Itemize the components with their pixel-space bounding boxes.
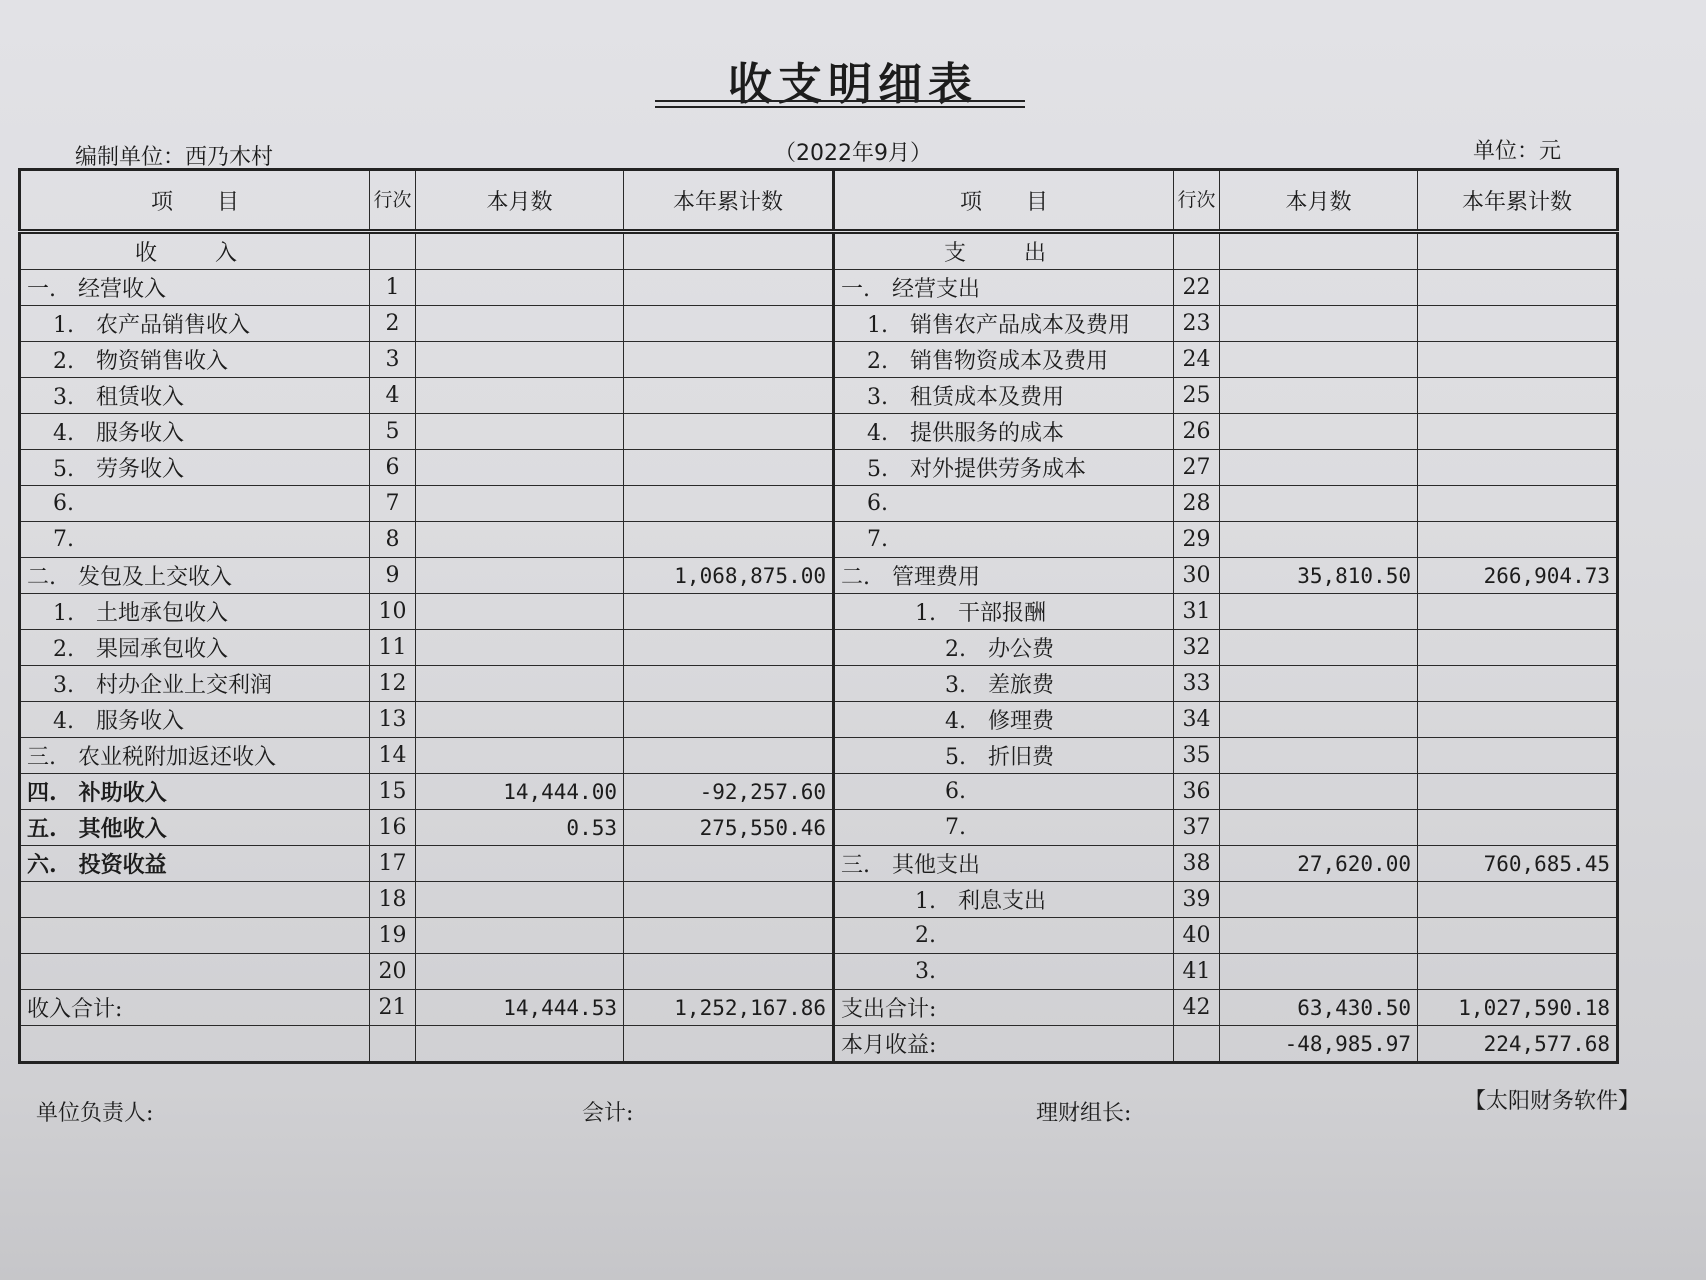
expense-month-cell: [1220, 666, 1418, 702]
income-month-cell: [416, 414, 624, 450]
table-row: [20, 738, 1618, 774]
income-item-cell: 4. 服务收入: [20, 414, 370, 450]
expense-month-cell: [1220, 414, 1418, 450]
expense-item-cell: 6.: [834, 774, 1174, 810]
income-ytd-cell: [624, 342, 834, 378]
income-row-no-cell: 5: [370, 414, 416, 450]
expense-item-cell: 4. 提供服务的成本: [834, 414, 1174, 450]
income-row-no-cell: 16: [370, 810, 416, 846]
income-ytd-cell: [624, 666, 834, 702]
income-month-cell: [416, 846, 624, 882]
table-row: [20, 990, 1618, 1026]
expense-row-no-cell: 32: [1174, 630, 1220, 666]
income-month-cell: [416, 270, 624, 306]
software-name: 【太阳财务软件】: [1463, 1089, 1640, 1114]
income-row-no-cell: 7: [370, 486, 416, 522]
expense-row-no-cell: 36: [1174, 774, 1220, 810]
finance-leader-signature-label: 理财组长:: [1036, 1101, 1132, 1126]
unit-head-signature-label: 单位负责人:: [36, 1101, 154, 1126]
table-row: [20, 954, 1618, 990]
income-month-cell: [416, 306, 624, 342]
income-item-cell: 三. 农业税附加返还收入: [20, 738, 370, 774]
expense-item-cell: 7.: [834, 522, 1174, 558]
table-row: [20, 522, 1618, 558]
income-item-cell: 1. 土地承包收入: [20, 594, 370, 630]
income-ytd-cell: [624, 450, 834, 486]
income-month-cell: [416, 342, 624, 378]
expense-month-cell: 27,620.00: [1220, 846, 1418, 882]
table-row: [20, 918, 1618, 954]
col-header-row-no: 行次: [1174, 170, 1220, 232]
table-header-row: [20, 170, 1618, 232]
expense-item-cell: 一. 经营支出: [834, 270, 1174, 306]
income-row-no-cell: 14: [370, 738, 416, 774]
expense-ytd-cell: [1418, 810, 1618, 846]
income-month-cell: [416, 702, 624, 738]
income-row-no-cell: 17: [370, 846, 416, 882]
income-row-no-cell: 19: [370, 918, 416, 954]
income-item-cell: [20, 1026, 370, 1063]
compiling-unit: 编制单位：西乃木村: [75, 145, 274, 170]
expense-row-no-cell: 25: [1174, 378, 1220, 414]
col-header-month: 本月数: [416, 170, 624, 232]
expense-ytd-cell: [1418, 594, 1618, 630]
expense-ytd-cell: 224,577.68: [1418, 1026, 1618, 1063]
income-ytd-cell: [624, 414, 834, 450]
expense-row-no-cell: 24: [1174, 342, 1220, 378]
income-ytd-cell: [624, 270, 834, 306]
expense-ytd-cell: [1418, 232, 1618, 270]
income-ytd-cell: [624, 738, 834, 774]
income-month-cell: [416, 486, 624, 522]
expense-row-no-cell: 39: [1174, 882, 1220, 918]
income-item-cell: 6.: [20, 486, 370, 522]
expense-ytd-cell: [1418, 630, 1618, 666]
income-ytd-cell: [624, 846, 834, 882]
income-ytd-cell: [624, 522, 834, 558]
expense-item-cell: 2. 销售物资成本及费用: [834, 342, 1174, 378]
income-month-cell: [416, 522, 624, 558]
income-row-no-cell: 3: [370, 342, 416, 378]
expense-row-no-cell: 22: [1174, 270, 1220, 306]
expense-item-cell: 本月收益:: [834, 1026, 1174, 1063]
expense-row-no-cell: 31: [1174, 594, 1220, 630]
expense-ytd-cell: [1418, 486, 1618, 522]
expense-ytd-cell: [1418, 378, 1618, 414]
income-month-cell: 14,444.00: [416, 774, 624, 810]
col-header-month: 本月数: [1220, 170, 1418, 232]
expense-month-cell: [1220, 270, 1418, 306]
income-item-cell: 一. 经营收入: [20, 270, 370, 306]
income-item-cell: 收入合计:: [20, 990, 370, 1026]
expense-item-cell: 5. 折旧费: [834, 738, 1174, 774]
expense-row-no-cell: 42: [1174, 990, 1220, 1026]
income-ytd-cell: -92,257.60: [624, 774, 834, 810]
income-month-cell: [416, 630, 624, 666]
col-header-item: 项 目: [834, 170, 1174, 232]
expense-item-cell: 1. 利息支出: [834, 882, 1174, 918]
currency-unit: 单位：元: [1472, 139, 1561, 164]
income-row-no-cell: 2: [370, 306, 416, 342]
income-row-no-cell: 20: [370, 954, 416, 990]
income-month-cell: [416, 882, 624, 918]
income-row-no-cell: 21: [370, 990, 416, 1026]
col-header-ytd: 本年累计数: [1418, 170, 1618, 232]
expense-item-cell: 二. 管理费用: [834, 558, 1174, 594]
income-item-cell: 5. 劳务收入: [20, 450, 370, 486]
expense-ytd-cell: [1418, 702, 1618, 738]
expense-month-cell: [1220, 810, 1418, 846]
expense-month-cell: [1220, 486, 1418, 522]
expense-ytd-cell: [1418, 918, 1618, 954]
income-row-no-cell: 13: [370, 702, 416, 738]
expense-month-cell: [1220, 522, 1418, 558]
expense-item-cell: 3. 差旅费: [834, 666, 1174, 702]
income-ytd-cell: [624, 702, 834, 738]
income-month-cell: [416, 594, 624, 630]
expense-month-cell: [1220, 232, 1418, 270]
income-month-cell: [416, 666, 624, 702]
expense-ytd-cell: [1418, 450, 1618, 486]
income-ytd-cell: 1,252,167.86: [624, 990, 834, 1026]
table-row: [20, 702, 1618, 738]
income-item-cell: [20, 954, 370, 990]
income-item-cell: 收 入: [20, 232, 370, 270]
expense-item-cell: 2.: [834, 918, 1174, 954]
table-row: [20, 414, 1618, 450]
expense-item-cell: 3.: [834, 954, 1174, 990]
expense-ytd-cell: [1418, 522, 1618, 558]
expense-month-cell: [1220, 378, 1418, 414]
income-item-cell: 2. 果园承包收入: [20, 630, 370, 666]
income-month-cell: [416, 918, 624, 954]
income-item-cell: 4. 服务收入: [20, 702, 370, 738]
income-month-cell: [416, 450, 624, 486]
table-row: [20, 270, 1618, 306]
col-header-row-no: 行次: [370, 170, 416, 232]
expense-month-cell: [1220, 342, 1418, 378]
expense-item-cell: 三. 其他支出: [834, 846, 1174, 882]
income-month-cell: [416, 1026, 624, 1063]
expense-row-no-cell: 23: [1174, 306, 1220, 342]
income-row-no-cell: [370, 232, 416, 270]
income-month-cell: 14,444.53: [416, 990, 624, 1026]
expense-ytd-cell: [1418, 666, 1618, 702]
expense-ytd-cell: [1418, 882, 1618, 918]
income-row-no-cell: 18: [370, 882, 416, 918]
income-row-no-cell: 10: [370, 594, 416, 630]
income-item-cell: 1. 农产品销售收入: [20, 306, 370, 342]
table-row: [20, 342, 1618, 378]
accountant-signature-label: 会计:: [582, 1101, 634, 1126]
expense-month-cell: [1220, 306, 1418, 342]
expense-ytd-cell: [1418, 738, 1618, 774]
income-row-no-cell: 4: [370, 378, 416, 414]
expense-month-cell: [1220, 918, 1418, 954]
expense-item-cell: 支 出: [834, 232, 1174, 270]
table-row: [20, 630, 1618, 666]
expense-item-cell: 4. 修理费: [834, 702, 1174, 738]
expense-row-no-cell: 41: [1174, 954, 1220, 990]
table-row: [20, 486, 1618, 522]
expense-ytd-cell: [1418, 414, 1618, 450]
income-month-cell: [416, 954, 624, 990]
income-row-no-cell: 1: [370, 270, 416, 306]
expense-month-cell: [1220, 882, 1418, 918]
expense-row-no-cell: [1174, 232, 1220, 270]
income-row-no-cell: 6: [370, 450, 416, 486]
expense-ytd-cell: [1418, 342, 1618, 378]
expense-row-no-cell: 35: [1174, 738, 1220, 774]
income-month-cell: 0.53: [416, 810, 624, 846]
expense-row-no-cell: 37: [1174, 810, 1220, 846]
income-row-no-cell: 15: [370, 774, 416, 810]
table-row: [20, 378, 1618, 414]
income-item-cell: [20, 882, 370, 918]
expense-ytd-cell: [1418, 306, 1618, 342]
expense-ytd-cell: [1418, 954, 1618, 990]
income-item-cell: 3. 村办企业上交利润: [20, 666, 370, 702]
table-row: [20, 846, 1618, 882]
expense-ytd-cell: [1418, 774, 1618, 810]
expense-row-no-cell: 40: [1174, 918, 1220, 954]
table-row: [20, 306, 1618, 342]
expense-ytd-cell: 1,027,590.18: [1418, 990, 1618, 1026]
expense-month-cell: -48,985.97: [1220, 1026, 1418, 1063]
page-title: 收支明细表: [728, 59, 978, 110]
expense-month-cell: [1220, 450, 1418, 486]
table-row: [20, 882, 1618, 918]
table-row: [20, 810, 1618, 846]
income-item-cell: [20, 918, 370, 954]
table-row: [20, 232, 1618, 270]
expense-item-cell: 支出合计:: [834, 990, 1174, 1026]
income-item-cell: 7.: [20, 522, 370, 558]
expense-item-cell: 7.: [834, 810, 1174, 846]
income-ytd-cell: [624, 918, 834, 954]
expense-row-no-cell: [1174, 1026, 1220, 1063]
income-row-no-cell: [370, 1026, 416, 1063]
expense-row-no-cell: 34: [1174, 702, 1220, 738]
income-expense-table: [18, 168, 1619, 1064]
table-row: [20, 666, 1618, 702]
col-header-ytd: 本年累计数: [624, 170, 834, 232]
expense-row-no-cell: 26: [1174, 414, 1220, 450]
income-row-no-cell: 8: [370, 522, 416, 558]
income-month-cell: [416, 558, 624, 594]
expense-month-cell: 63,430.50: [1220, 990, 1418, 1026]
expense-item-cell: 6.: [834, 486, 1174, 522]
income-month-cell: [416, 232, 624, 270]
expense-ytd-cell: [1418, 270, 1618, 306]
income-ytd-cell: [624, 954, 834, 990]
expense-item-cell: 2. 办公费: [834, 630, 1174, 666]
income-ytd-cell: [624, 594, 834, 630]
income-item-cell: 3. 租赁收入: [20, 378, 370, 414]
expense-row-no-cell: 38: [1174, 846, 1220, 882]
income-item-cell: 六. 投资收益: [20, 846, 370, 882]
expense-row-no-cell: 30: [1174, 558, 1220, 594]
income-item-cell: 二. 发包及上交收入: [20, 558, 370, 594]
income-ytd-cell: [624, 486, 834, 522]
expense-ytd-cell: 760,685.45: [1418, 846, 1618, 882]
expense-item-cell: 1. 干部报酬: [834, 594, 1174, 630]
income-ytd-cell: [624, 306, 834, 342]
table-row: [20, 1026, 1618, 1063]
table-row: [20, 558, 1618, 594]
income-ytd-cell: [624, 378, 834, 414]
income-row-no-cell: 11: [370, 630, 416, 666]
report-period: （2022年9月）: [774, 141, 932, 166]
income-item-cell: 2. 物资销售收入: [20, 342, 370, 378]
income-ytd-cell: [624, 882, 834, 918]
expense-month-cell: [1220, 630, 1418, 666]
income-row-no-cell: 12: [370, 666, 416, 702]
expense-row-no-cell: 29: [1174, 522, 1220, 558]
expense-month-cell: [1220, 774, 1418, 810]
table-row: [20, 594, 1618, 630]
income-ytd-cell: [624, 232, 834, 270]
title-underline-2: [655, 106, 1025, 108]
expense-month-cell: [1220, 738, 1418, 774]
table-row: [20, 774, 1618, 810]
income-month-cell: [416, 378, 624, 414]
expense-row-no-cell: 27: [1174, 450, 1220, 486]
income-item-cell: 四. 补助收入: [20, 774, 370, 810]
income-month-cell: [416, 738, 624, 774]
expense-item-cell: 1. 销售农产品成本及费用: [834, 306, 1174, 342]
income-row-no-cell: 9: [370, 558, 416, 594]
income-ytd-cell: 1,068,875.00: [624, 558, 834, 594]
title-underline: [655, 100, 1025, 102]
expense-month-cell: [1220, 594, 1418, 630]
expense-item-cell: 5. 对外提供劳务成本: [834, 450, 1174, 486]
expense-item-cell: 3. 租赁成本及费用: [834, 378, 1174, 414]
expense-month-cell: 35,810.50: [1220, 558, 1418, 594]
expense-row-no-cell: 33: [1174, 666, 1220, 702]
expense-row-no-cell: 28: [1174, 486, 1220, 522]
income-ytd-cell: [624, 630, 834, 666]
expense-month-cell: [1220, 954, 1418, 990]
expense-ytd-cell: 266,904.73: [1418, 558, 1618, 594]
col-header-item: 项 目: [20, 170, 370, 232]
income-ytd-cell: 275,550.46: [624, 810, 834, 846]
table-row: [20, 450, 1618, 486]
income-item-cell: 五. 其他收入: [20, 810, 370, 846]
income-ytd-cell: [624, 1026, 834, 1063]
expense-month-cell: [1220, 702, 1418, 738]
